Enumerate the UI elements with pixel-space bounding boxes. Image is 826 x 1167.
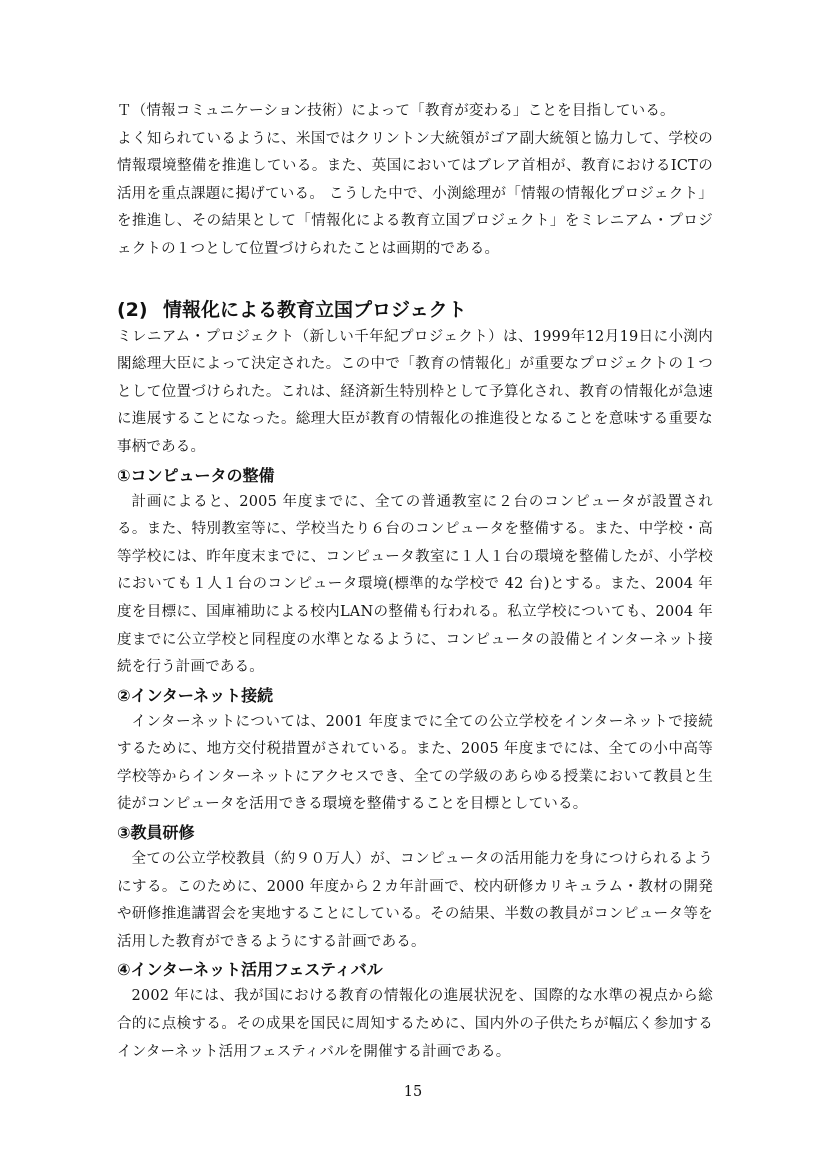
page-number: 15 (403, 1084, 423, 1100)
subsection-heading-training: ③教員研修 (117, 823, 195, 843)
section-title: 情報化による教育立国プロジェクト (163, 298, 467, 321)
section-heading (117, 296, 713, 324)
section-body: ミレニアム・プロジェクト（新しい千年紀プロジェクト）は、1999年12月19日に小渕内閣総理大臣によって決定された。この中で「教育の情報化」が重要なプロジェクトの１つとして位置づけられた。これは、経済新生特別枠として予算化され、教育の情報化が急速に進展することになった。総理大臣が教育の情報化の推進役となることを意味する重要な事柄である。 (117, 328, 713, 455)
subsection-body-festival: 2002 年には、我が国における教育の情報化の進展状況を、国際的な水準の視点から総合的に点検する。その成果を国民に周知するために、国内外の子供たちが幅広く参加するインターネット活用フェスティバルを開催する計画である。 (117, 988, 713, 1060)
page-content (117, 98, 713, 1066)
intro-paragraph: よく知られているように、米国ではクリントン大統領がゴア副大統領と協力して、学校の情報環境整備を推進している。また、英国においてはブレア首相が、教育におけるICTの活用を重点課題に掲げている。 こうした中で、小渕総理が「情報の情報化プロジェクト」を推進し、その結果として「情報化による教育立国プロジェクト」をミレニアム・プロジェクトの１つとして位置づけられたことは画期的である。 (117, 130, 713, 257)
subsection-body-training: 全ての公立学校教員（約９０万人）が、コンピュータの活用能力を身につけられるようにする。このために、2000 年度から２カ年計画で、校内研修カリキュラム・教材の開発や研修推進講習会を実地することにしている。その結果、半数の教員がコンピュータ等を活用した教育ができるようにする計画である。 (117, 851, 713, 950)
subsection-heading-computers: ①コンピュータの整備 (117, 465, 275, 485)
subsection-heading-festival: ④インターネット活用フェスティバル (117, 960, 383, 980)
subsection-body-computers: 計画によると、2005 年度までに、全ての普通教室に２台のコンピュータが設置される。また、特別教室等に、学校当たり６台のコンピュータを整備する。また、中学校・高等学校には、昨年度末までに、コンピュータ教室に１人１台の環境を整備したが、小学校においても１人１台のコンピュータ環境(標準的な学校で 42 台)とする。また、2004 年度を目標に、国庫補助による校内LANの整備も行われる。私立学校についても、2004 年度までに公立学校と同程度の水準となるように、コンピュータの設備とインターネット接続を行う計画である。 (117, 493, 713, 676)
intro-line-1: Ｔ（情報コミュニケーション技術）によって「教育が変わる」ことを目指している。 (117, 103, 675, 119)
section-gap (117, 264, 713, 282)
section-number: (2) (117, 298, 148, 321)
subsection-heading-internet: ②インターネット接続 (117, 685, 274, 705)
subsection-body-internet: インターネットについては、2001 年度までに全ての公立学校をインターネットで接続するために、地方交付税措置がされている。また、2005 年度までには、全ての小中高等学校等からインターネットにアクセスでき、全ての学級のあらゆる授業において教員と生徒がコンピュータを活用できる環境を整備することを目標としている。 (117, 713, 713, 813)
